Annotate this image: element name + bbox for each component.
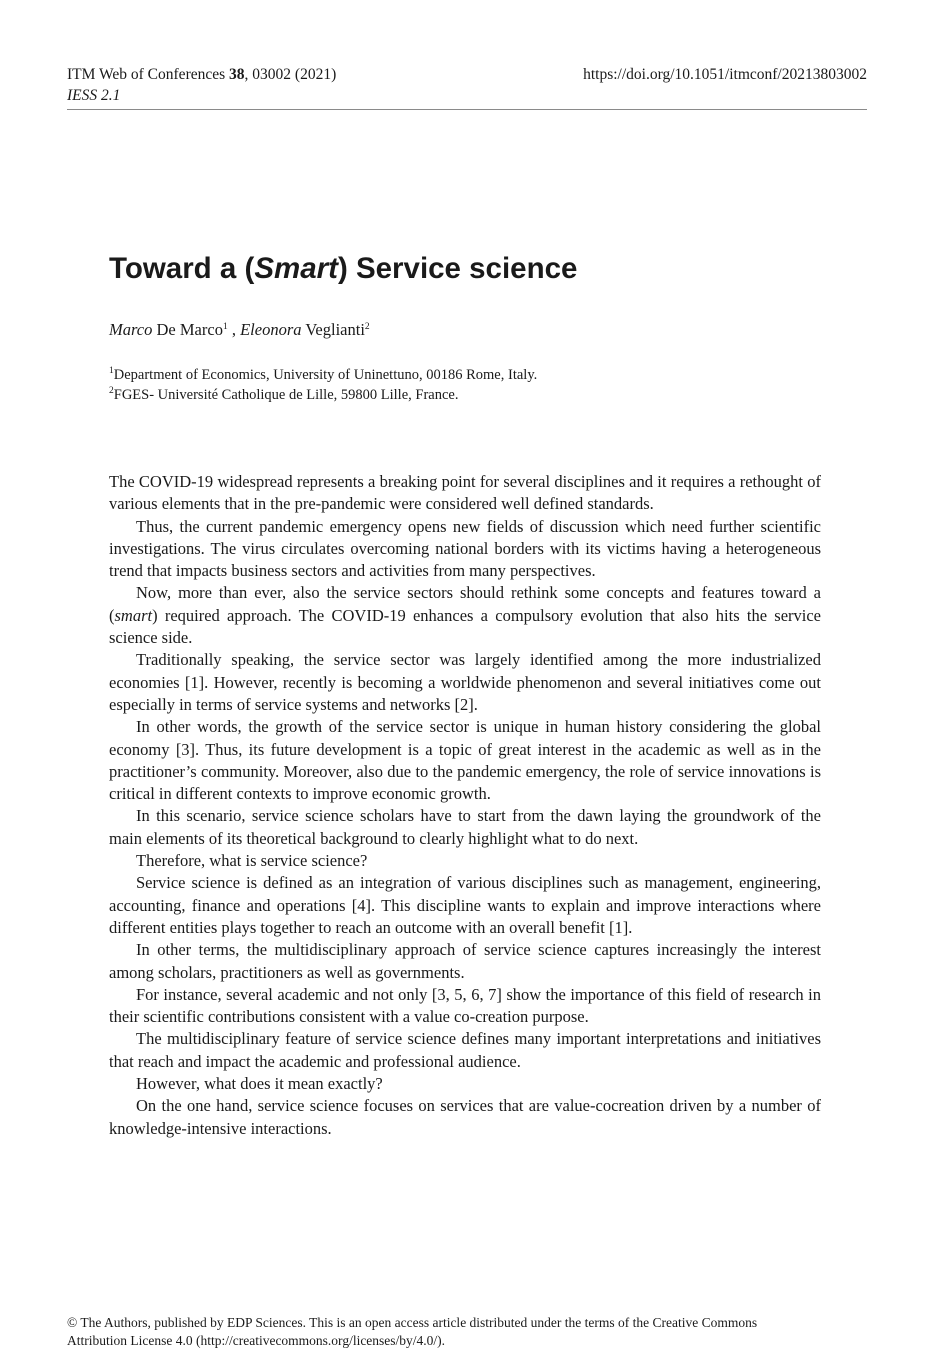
- journal-citation: [67, 64, 336, 85]
- license-line: © The Authors, published by EDP Sciences. This is an open access article distributed under the terms of the Creative Commons: [67, 1315, 758, 1330]
- paragraph: For instance, several academic and not only [3, 5, 6, 7] show the importance of this field of research in their scientific contributions consistent with a value co-creation purpose.: [109, 984, 821, 1027]
- affiliation-list: [109, 365, 537, 405]
- author-separator: ,: [227, 320, 241, 339]
- paragraph: On the one hand, service science focuses on services that are value-cocreation driven by a number of knowledge-intensive interactions.: [109, 1096, 821, 1138]
- title-emphasis: Smart: [254, 252, 338, 285]
- body-text: [109, 471, 821, 1140]
- author-affiliation-mark: 2: [364, 322, 370, 332]
- paragraph: In this scenario, service science scholars have to start from the dawn laying the groundwork of the main elements of its theoretical background to clearly highlight what to do next.: [109, 806, 821, 848]
- affiliation-item: [109, 385, 537, 405]
- doi-link[interactable]: https://doi.org/10.1051/itmconf/20213803002: [583, 66, 867, 83]
- article-number: , 03002 (2021): [244, 66, 337, 83]
- paragraph: The COVID-19 widespread represents a breaking point for several disciplines and it requires a rethought of various elements that in the pre-pandemic were considered well defined standards.: [109, 472, 821, 514]
- affiliation-mark: 2: [109, 386, 114, 396]
- header-divider: [67, 109, 867, 110]
- license-line: Attribution License 4.0 (http://creativecommons.org/licenses/by/4.0/).: [67, 1333, 446, 1348]
- conference-name: IESS 2.1: [67, 87, 121, 104]
- paragraph: Service science is defined as an integration of various disciplines such as management, engineering, accounting, finance and operations [4]. This discipline wants to explain and improve interactions where different entities plays together to reach an outcome with an overall benefit [1].: [109, 873, 821, 937]
- paper-title: [109, 252, 577, 286]
- paragraph: Therefore, what is service science?: [136, 851, 368, 871]
- journal-volume: 38: [229, 66, 245, 83]
- affiliation-text: Department of Economics, University of Uninettuno, 00186 Rome, Italy.: [113, 367, 538, 383]
- author-list: [109, 320, 370, 340]
- author-family-name: Veglianti: [301, 320, 365, 339]
- affiliation-item: [109, 365, 537, 385]
- paragraph: [109, 582, 821, 649]
- paragraph-text: ) required approach. The COVID-19 enhances a compulsory evolution that also hits the service science side.: [109, 605, 821, 648]
- author-given-name: Eleonora: [240, 320, 302, 339]
- journal-name: ITM Web of Conferences: [67, 66, 230, 83]
- paragraph: Traditionally speaking, the service sector was largely identified among the more industrialized economies [1]. However, recently is becoming a worldwide phenomenon and several initiatives come out especially in terms of service systems and networks [2].: [109, 650, 821, 714]
- author-family-name: De Marco: [152, 320, 223, 339]
- paragraph: In other words, the growth of the service sector is unique in human history considering the global economy [3]. Thus, its future development is a topic of great interest in the academic as well as in the practitioner’s community. Moreover, also due to the pandemic emergency, the role of service innovations is critical in different contexts to improve economic growth.: [109, 717, 821, 804]
- paragraph: The multidisciplinary feature of service science defines many important interpretations and initiatives that reach and impact the academic and professional audience.: [109, 1029, 821, 1071]
- emphasis-text: smart: [114, 605, 153, 625]
- affiliation-text: FGES- Université Catholique de Lille, 59800 Lille, France.: [113, 387, 459, 403]
- author-given-name: Marco: [109, 320, 153, 339]
- affiliation-mark: 1: [109, 366, 114, 376]
- title-prefix: Toward a (: [109, 252, 255, 285]
- paragraph-text: Now, more than ever, also the service sectors should rethink some concepts and features toward a (: [109, 583, 821, 625]
- author-affiliation-mark: 1: [222, 322, 228, 332]
- paragraph: However, what does it mean exactly?: [136, 1074, 383, 1094]
- license-footer: [67, 1314, 867, 1350]
- title-suffix: ) Service science: [337, 252, 578, 285]
- paragraph: Thus, the current pandemic emergency opens new fields of discussion which need further scientific investigations. The virus circulates overcoming national borders with its victims having a heterogeneous trend that impacts business sectors and activities from many perspectives.: [109, 516, 821, 581]
- paragraph: In other terms, the multidisciplinary approach of service science captures increasingly the interest among scholars, practitioners as well as governments.: [109, 940, 821, 982]
